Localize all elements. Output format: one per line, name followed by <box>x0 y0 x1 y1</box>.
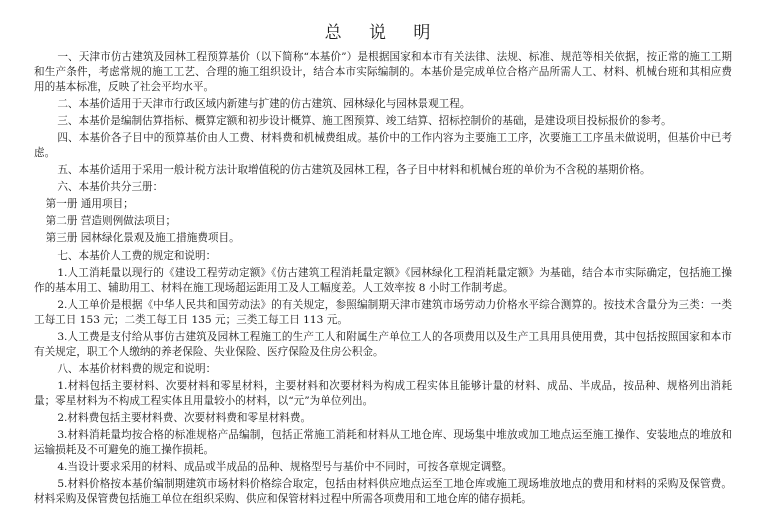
section-heading: 八、本基价材料费的规定和说明： <box>57 362 217 375</box>
paragraph: 3.人工费是支付给从事仿古建筑及园林工程施工的生产工人和附属生产单位工人的各项费用以及生产工具用具使用费，其中包括按照国家和本市有关规定，职工个人缴纳的养老保险、失业保险、医疗保险及住房公积金。 <box>34 330 732 358</box>
document-body <box>34 50 732 507</box>
page-title: 总 说 明 <box>324 23 442 43</box>
volume-item: 第一册 通用项目； <box>45 198 134 211</box>
paragraph: 六、本基价共分三册： <box>57 181 164 194</box>
paragraph: 二、本基价适用于天津市行政区域内新建与扩建的仿古建筑、园林绿化与园林景观工程。 <box>57 97 471 110</box>
paragraph: 四、本基价各子目中的预算基价由人工费、材料费和机械费组成。基价中的工作内容为主要施工工序，次要施工工序虽未做说明，但基价中已考虑。 <box>34 132 732 159</box>
paragraph: 2.材料费包括主要材料费、次要材料费和零星材料费。 <box>57 411 312 424</box>
paragraph: 2.人工单价是根据《中华人民共和国劳动法》的有关规定，参照编制期天津市建筑市场劳动力价格水平综合测算的。按技术含量分为三类：一类工每工日 153 元；二类工每工日 135 元；三类工每工日 113 元。 <box>34 298 732 326</box>
volume-item: 第二册 营造则例做法项目； <box>45 215 177 228</box>
volume-item: 第三册 园林绿化景观及施工措施费项目。 <box>45 232 240 245</box>
section-heading: 七、本基价人工费的规定和说明： <box>57 249 217 262</box>
paragraph: 1.人工消耗量以现行的《建设工程劳动定额》《仿古建筑工程消耗量定额》《园林绿化工程消耗量定额》为基础，结合本市实际确定，包括施工操作的基本用工、辅助用工、材料在施工现场超运距用工及人工幅度差。人工效率按 8 小时工作制考虑。 <box>34 266 732 294</box>
paragraph: 5.材料价格按本基价编制期建筑市场材料价格综合取定，包括由材料供应地点运至工地仓库或施工现场堆放地点的费用和材料的采购及保管费。材料采购及保管费包括施工单位在组织采购、供应和保管材料过程中所需各项费用和工地仓库的储存损耗。 <box>34 477 732 505</box>
paragraph: 五、本基价适用于采用一般计税方法计取增值税的仿古建筑及园林工程，各子目中材料和机械台班的单价为不含税的基期价格。 <box>57 164 651 177</box>
paragraph: 一、天津市仿古建筑及园林工程预算基价（以下简称“本基价”）是根据国家和本市有关法律、法规、标准、规范等相关依据，按正常的施工工期和生产条件，考虑常规的施工工艺、合理的施工组织设计，结合本市实际编制的。本基价是完成单位合格产品所需人工、材料、机械台班和其相应费用的基本标准，反映了社会平均水平。 <box>34 51 732 93</box>
paragraph: 1.材料包括主要材料、次要材料和零星材料，主要材料和次要材料为构成工程实体且能够计量的材料、成品、半成品，按品种、规格列出消耗量；零星材料为不构成工程实体且用量较小的材料，以“元”为单位列出。 <box>34 379 732 407</box>
paragraph: 三、本基价是编制估算指标、概算定额和初步设计概算、施工图预算、竣工结算、招标控制价的基础，是建设项目投标报价的参考。 <box>57 115 672 127</box>
paragraph: 4.当设计要求采用的材料、成品或半成品的品种、规格型号与基价中不同时，可按各章规定调整。 <box>57 460 513 473</box>
paragraph: 3.材料消耗量均按合格的标准规格产品编制，包括正常施工消耗和材料从工地仓库、现场集中堆放或加工地点运至施工操作、安装地点的堆放和运输损耗及不可避免的施工操作损耗。 <box>34 428 732 456</box>
